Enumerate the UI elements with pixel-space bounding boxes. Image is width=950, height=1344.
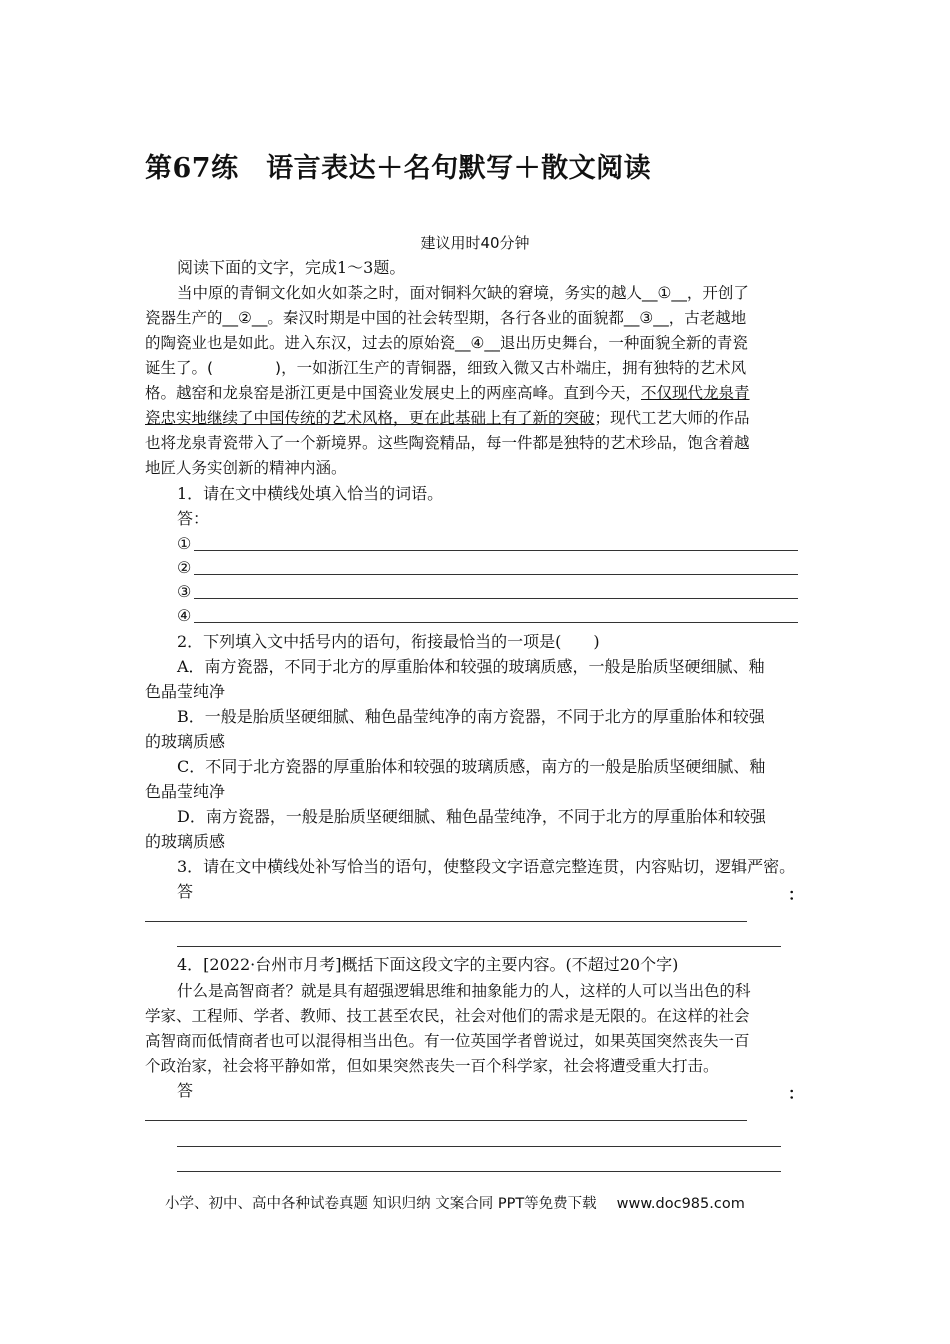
question-1-answer-label: 答： [177,509,210,528]
question-3-answer-label: 答 [177,882,194,901]
option-c-cont: 色晶莹纯净 [145,782,226,801]
option-a-cont: 色晶莹纯净 [145,682,226,701]
option-b[interactable]: B．一般是胎质坚硬细腻、釉色晶莹纯净的南方瓷器，不同于北方的厚重胎体和较强 [177,707,765,726]
passage-line-8: 地匠人务实创新的精神内涵。 [145,459,347,477]
blank-number: ① [177,534,192,553]
answer-blank-2[interactable] [177,558,191,578]
answer-line[interactable] [177,1146,781,1147]
option-c[interactable]: C．不同于北方瓷器的厚重胎体和较强的玻璃质感，南方的一般是胎质坚硬细腻、釉 [177,757,766,776]
answer-line[interactable] [145,1120,747,1121]
option-a[interactable]: A．南方瓷器，不同于北方的厚重胎体和较强的玻璃质感，一般是胎质坚硬细腻、釉 [177,657,765,676]
page-footer [165,1192,745,1213]
option-d-cont: 的玻璃质感 [145,832,226,851]
reading-intro: 阅读下面的文字，完成1～3题。 [177,258,406,277]
blank-number: ④ [177,606,192,625]
answer-line [194,550,798,551]
answer-line [194,622,798,623]
passage-text: ；现代工艺大师的作品 [594,409,750,427]
answer-line [194,574,798,575]
question-4-answer-label: 答 [177,1081,194,1100]
underlined-sentence: 瓷忠实地继续了中国传统的艺术风格，更在此基础上有了新的突破 [145,409,595,427]
answer-colon: ： [788,1084,805,1103]
passage-line-3: 的陶瓷业也是如此。进入东汉，过去的原始瓷__④__退出历史舞台，一种面貌全新的青瓷 [145,334,748,352]
answer-line[interactable] [177,1171,781,1172]
option-d[interactable]: D．南方瓷器，一般是胎质坚硬细腻、釉色晶莹纯净，不同于北方的厚重胎体和较强 [177,807,766,826]
question-3-stem: 3．请在文中横线处补写恰当的语句，使整段文字语意完整连贯，内容贴切，逻辑严密。 [177,857,796,876]
blank-number: ③ [177,582,192,601]
passage-line-2: 瓷器生产的__②__。秦汉时期是中国的社会转型期，各行各业的面貌都__③__，古老越地 [145,309,747,327]
passage-line-7: 也将龙泉青瓷带入了一个新境界。这些陶瓷精品，每一件都是独特的艺术珍品，饱含着越 [145,434,750,452]
q4-passage-line-3: 高智商而低情商者也可以混得相当出色。有一位英国学者曾说过，如果英国突然丧失一百 [145,1032,750,1050]
answer-blank-3[interactable] [177,582,191,602]
passage-line-6 [145,408,750,428]
underlined-sentence: 不仅现代龙泉青 [641,384,750,402]
option-b-cont: 的玻璃质感 [145,732,226,751]
question-4-stem: 4．[2022·台州市月考]概括下面这段文字的主要内容。(不超过20个字) [177,955,679,974]
passage-line-4: 诞生了。( )，一如浙江生产的青铜器，细致入微又古朴端庄，拥有独特的艺术风 [145,359,747,377]
answer-blank-1[interactable] [177,534,191,554]
answer-line [194,598,798,599]
answer-line[interactable] [177,946,781,947]
answer-blank-4[interactable] [177,606,191,626]
passage-text: 格。越窑和龙泉窑是浙江更是中国瓷业发展史上的两座高峰。直到今天， [145,384,642,402]
q4-passage-line-1: 什么是高智商者？就是具有超强逻辑思维和抽象能力的人，这样的人可以当出色的科 [177,982,751,1000]
page-title: 第67练 语言表达＋名句默写＋散文阅读 [145,153,652,184]
footer-text: 小学、初中、高中各种试卷真题 知识归纳 文案合同 PPT等免费下载 [165,1196,597,1212]
q4-passage-line-4: 个政治家，社会将平静如常，但如果突然丧失一百个科学家，社会将遭受重大打击。 [145,1057,719,1075]
passage-line-5 [145,383,750,403]
suggested-time: 建议用时40分钟 [420,234,530,252]
footer-site-link[interactable]: www.doc985.com [616,1196,745,1212]
question-2-stem: 2．下列填入文中括号内的语句，衔接最恰当的一项是( ) [177,632,600,651]
passage-line-1: 当中原的青铜文化如火如荼之时，面对铜料欠缺的窘境，务实的越人__①__，开创了 [177,284,749,302]
blank-number: ② [177,558,192,577]
question-1-stem: 1．请在文中横线处填入恰当的词语。 [177,484,444,503]
answer-colon: ： [788,885,805,904]
answer-line[interactable] [145,921,747,922]
q4-passage-line-2: 学家、工程师、学者、教师、技工甚至农民，社会对他们的需求是无限的。在这样的社会 [145,1007,750,1025]
